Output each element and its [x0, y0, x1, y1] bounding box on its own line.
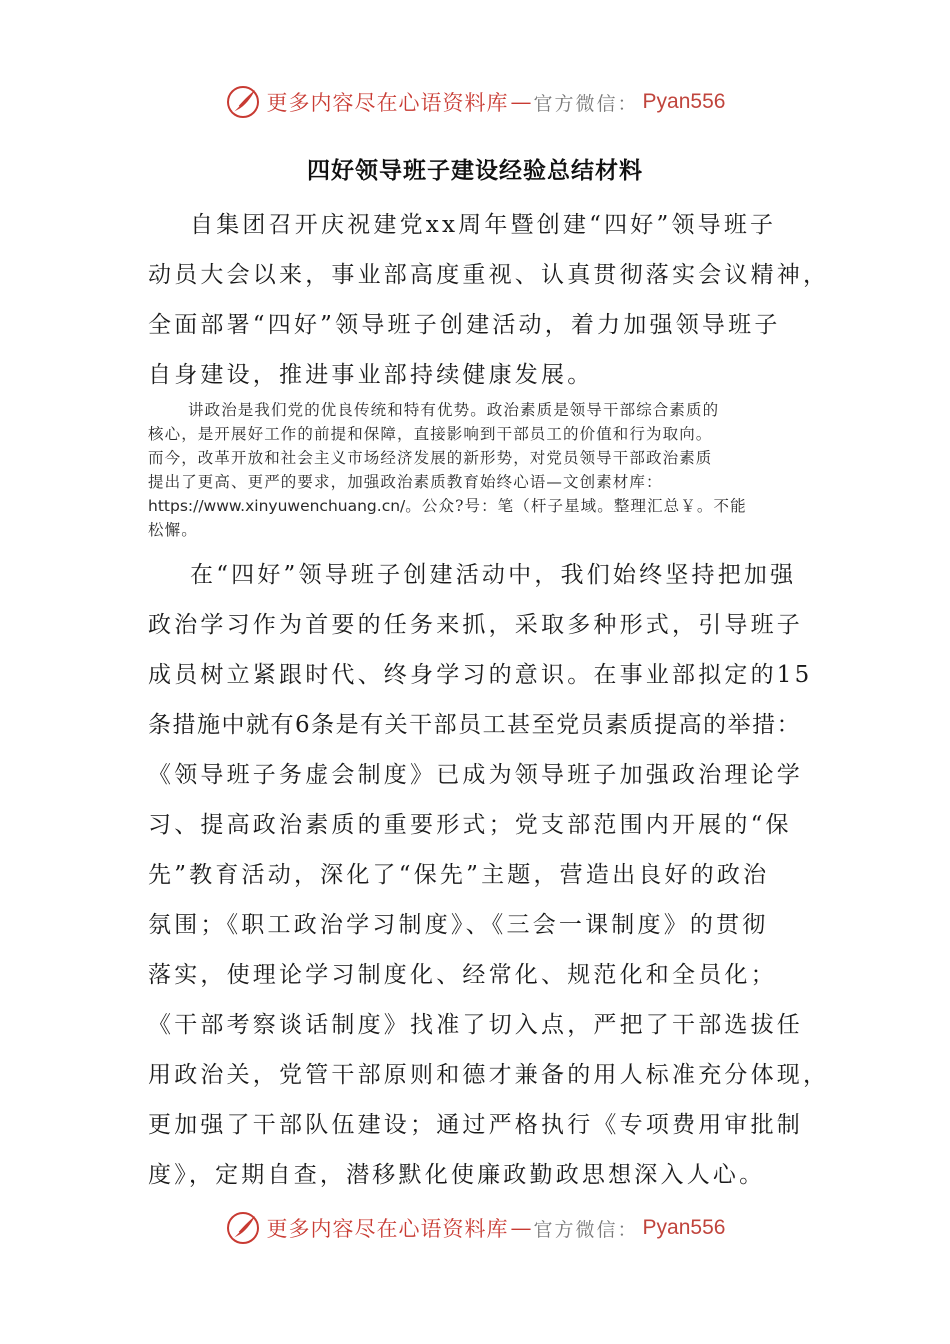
note-line: 而今，改革开放和社会主义市场经济发展的新形势，对党员领导干部政治素质: [148, 449, 713, 467]
brand-name: 更多内容尽在心语资料库: [266, 1217, 509, 1241]
brand-banner: [225, 84, 726, 120]
wechat-id: Pyan556: [642, 90, 726, 113]
header-watermark: [0, 80, 950, 124]
paragraph-line: 度》，定期自查，潜移默化使廉政勤政思想深入人心。: [148, 1162, 766, 1188]
paragraph-line: 政治学习作为首要的任务来抓，采取多种形式，引导班子: [148, 612, 803, 638]
brand-banner: [225, 1210, 726, 1246]
paragraph-line: 氛围；《职工政治学习制度》、《三会一课制度》的贯彻: [148, 912, 769, 938]
source-url-link[interactable]: https://www.xinyuwenchuang.cn/: [148, 497, 406, 515]
note-url-tail: 。公众?号：笔（杆子星域。整理汇总￥。不能: [405, 497, 747, 515]
paragraph-line: 自身建设，推进事业部持续健康发展。: [148, 362, 594, 388]
document-title: 四好领导班子建设经验总结材料: [307, 158, 643, 184]
brand-dash: —: [510, 1216, 532, 1240]
footer-watermark: [0, 1206, 950, 1250]
paragraph-line: 更加强了干部队伍建设；通过严格执行《专项费用审批制: [148, 1112, 803, 1138]
paragraph-line: 先”教育活动，深化了“保先”主题，营造出良好的政治: [148, 862, 770, 888]
brand-name: 更多内容尽在心语资料库: [266, 91, 509, 115]
note-line: 核心，是开展好工作的前提和保障，直接影响到干部员工的价值和行为取向。: [148, 425, 713, 443]
paragraph-line: 自集团召开庆祝建党xx周年暨创建“四好”领导班子: [190, 212, 777, 238]
note-line: 讲政治是我们党的优良传统和特有优势。政治素质是领导干部综合素质的: [188, 401, 720, 419]
brand-dash: —: [510, 90, 532, 114]
official-wechat-label: 官方微信：: [533, 92, 639, 115]
paragraph-line: 《干部考察谈话制度》找准了切入点，严把了干部选拔任: [148, 1012, 803, 1038]
paragraph-line: 习、提高政治素质的重要形式；党支部范围内开展的“保: [148, 812, 792, 838]
wechat-id: Pyan556: [642, 1216, 726, 1239]
paragraph-line: 全面部署“四好”领导班子创建活动，着力加强领导班子: [148, 312, 781, 338]
paragraph-line: 用政治关，党管干部原则和德才兼备的用人标准充分体现，: [148, 1062, 830, 1088]
paragraph-line: 动员大会以来，事业部高度重视、认真贯彻落实会议精神，: [148, 262, 830, 288]
paragraph-line: 《领导班子务虚会制度》已成为领导班子加强政治理论学: [148, 762, 803, 788]
quill-logo-icon: [225, 84, 261, 120]
paragraph-line: 成员树立紧跟时代、终身学习的意识。在事业部拟定的15: [148, 662, 813, 688]
note-line: 提出了更高、更严的要求，加强政治素质教育始终心语—文创素材库：: [148, 473, 663, 491]
paragraph-line: 在“四好”领导班子创建活动中，我们始终坚持把加强: [190, 562, 797, 588]
quill-logo-icon: [225, 1210, 261, 1246]
paragraph-line: 落实，使理论学习制度化、经常化、规范化和全员化；: [148, 962, 777, 988]
official-wechat-label: 官方微信：: [533, 1218, 639, 1241]
note-line: [148, 494, 747, 516]
note-line: 松懈。: [148, 521, 198, 539]
paragraph-line: 条措施中就有6条是有关干部员工甚至党员素质提高的举措：: [148, 712, 802, 738]
